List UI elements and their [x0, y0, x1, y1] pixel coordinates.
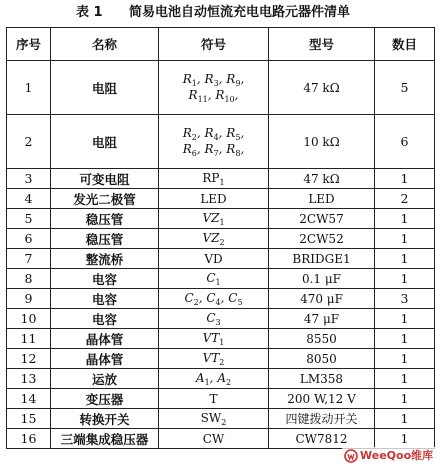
symbol-subscript: 11: [197, 94, 208, 104]
table-row: [7, 269, 435, 289]
cell-model: 470 μF: [269, 289, 375, 309]
table-row: [7, 309, 435, 329]
cell-symbol: [159, 409, 269, 429]
cell-symbol: $R_2$, $R_4$, $R_5$, $R_6$, $R_7$, $R_8$,: [159, 115, 269, 169]
weequoo-logo-icon: [344, 449, 358, 463]
cell-name: 发光二极管: [51, 189, 159, 209]
symbol-subscript: 3: [213, 78, 219, 88]
table-row: [7, 61, 435, 115]
symbol-subscript: 7: [213, 148, 219, 158]
cell-model: 2CW52: [269, 229, 375, 249]
symbol-subscript: 4: [213, 132, 219, 142]
cell-index: 4: [7, 189, 51, 209]
table-body: [7, 61, 435, 449]
cell-quantity: 6: [375, 115, 435, 169]
cell-name: 晶体管: [51, 329, 159, 349]
symbol-subscript: 4: [215, 297, 221, 307]
cell-name: 可变电阻: [51, 169, 159, 189]
symbol-base: R: [215, 87, 225, 102]
table-header-row: [7, 28, 435, 61]
cell-symbol: [159, 249, 269, 269]
symbol-base: VZ: [202, 230, 220, 245]
cell-quantity: 1: [375, 329, 435, 349]
cell-index: 9: [7, 289, 51, 309]
cell-model: 2CW57: [269, 209, 375, 229]
symbol-subscript: 2: [219, 357, 225, 367]
cell-symbol: [159, 169, 269, 189]
cell-model: 47 kΩ: [269, 169, 375, 189]
cell-quantity: 1: [375, 249, 435, 269]
cell-quantity: 1: [375, 389, 435, 409]
cell-index: 6: [7, 229, 51, 249]
symbol-subscript: 3: [215, 317, 221, 327]
symbol-subscript: 1: [219, 217, 225, 227]
cell-index: 12: [7, 349, 51, 369]
symbol-base: R: [226, 141, 236, 156]
cell-symbol: [159, 429, 269, 449]
cell-name: 电容: [51, 309, 159, 329]
cell-name: 晶体管: [51, 349, 159, 369]
cell-quantity: 1: [375, 349, 435, 369]
cell-name: 电阻: [51, 115, 159, 169]
cell-name: 三端集成稳压器: [51, 429, 159, 449]
table-row: [7, 209, 435, 229]
cell-name: 电容: [51, 269, 159, 289]
symbol-subscript: 9: [235, 78, 241, 88]
cell-model: LED: [269, 189, 375, 209]
cell-model: 8550: [269, 329, 375, 349]
caption-title: 简易电池自动恒流充电电路元器件清单: [129, 5, 351, 20]
cell-name: 整流桥: [51, 249, 159, 269]
symbol-base: VT: [202, 330, 220, 345]
cell-name: 稳压管: [51, 209, 159, 229]
cell-index: 15: [7, 409, 51, 429]
table-caption: [0, 3, 440, 23]
symbol-subscript: 1: [219, 177, 225, 187]
table-row: [7, 229, 435, 249]
table-row: [7, 169, 435, 189]
symbol-base: T: [209, 391, 218, 406]
cell-name: 稳压管: [51, 229, 159, 249]
symbol-base: R: [182, 141, 192, 156]
cell-index: 3: [7, 169, 51, 189]
symbol-base: LED: [200, 191, 227, 206]
cell-model: LM358: [269, 369, 375, 389]
symbol-subscript: 8: [235, 148, 241, 158]
symbol-subscript: 6: [191, 148, 197, 158]
symbol-base: VD: [204, 251, 223, 266]
symbol-base: C: [184, 290, 194, 305]
symbol-base: VT: [202, 350, 220, 365]
symbol-base: R: [188, 87, 198, 102]
cell-symbol: [159, 309, 269, 329]
cell-model: 200 W,12 V: [269, 389, 375, 409]
cell-quantity: 5: [375, 61, 435, 115]
symbol-base: R: [182, 125, 192, 140]
symbol-base: C: [206, 270, 216, 285]
symbol-base: R: [182, 71, 192, 86]
cell-quantity: 1: [375, 369, 435, 389]
cell-index: 14: [7, 389, 51, 409]
cell-index: 11: [7, 329, 51, 349]
symbol-base: R: [204, 125, 214, 140]
symbol-base: C: [206, 310, 216, 325]
table-row: [7, 369, 435, 389]
symbol-subscript: 1: [219, 337, 225, 347]
cell-quantity: 3: [375, 289, 435, 309]
cell-quantity: 1: [375, 229, 435, 249]
symbol-subscript: 2: [219, 237, 225, 247]
symbol-subscript: 2: [191, 132, 197, 142]
cell-quantity: 1: [375, 169, 435, 189]
cell-quantity: 1: [375, 409, 435, 429]
cell-name: 变压器: [51, 389, 159, 409]
table-row: [7, 329, 435, 349]
cell-model: CW7812: [269, 429, 375, 449]
cell-index: 5: [7, 209, 51, 229]
symbol-subscript: 5: [237, 297, 243, 307]
symbol-base: R: [226, 71, 236, 86]
header-index: 序号: [7, 28, 51, 61]
cell-symbol: [159, 329, 269, 349]
table-row: [7, 249, 435, 269]
cell-model: BRIDGE1: [269, 249, 375, 269]
cell-index: 8: [7, 269, 51, 289]
cell-index: 13: [7, 369, 51, 389]
table-row: [7, 189, 435, 209]
table-row: [7, 429, 435, 449]
symbol-base: R: [226, 125, 236, 140]
symbol-subscript: 2: [193, 297, 199, 307]
caption-label: 表 1: [76, 5, 103, 20]
symbol-base: CW: [202, 431, 225, 446]
cell-model: 47 μF: [269, 309, 375, 329]
cell-symbol: [159, 389, 269, 409]
header-model: 型号: [269, 28, 375, 61]
table-row: [7, 289, 435, 309]
symbol-base: C: [206, 290, 216, 305]
cell-model: 8050: [269, 349, 375, 369]
symbol-base: R: [204, 71, 214, 86]
cell-name: 电容: [51, 289, 159, 309]
cell-quantity: 2: [375, 189, 435, 209]
cell-index: 10: [7, 309, 51, 329]
cell-symbol: $R_1$, $R_3$, $R_9$, $R_{11}$, $R_{10}$,: [159, 61, 269, 115]
cell-index: 2: [7, 115, 51, 169]
symbol-subscript: 1: [191, 78, 197, 88]
cell-model: 10 kΩ: [269, 115, 375, 169]
symbol-base: R: [204, 141, 214, 156]
watermark: [342, 447, 438, 465]
table-row: [7, 115, 435, 169]
cell-index: 1: [7, 61, 51, 115]
table-row: [7, 409, 435, 429]
symbol-base: C: [228, 290, 238, 305]
cell-quantity: 1: [375, 269, 435, 289]
symbol-base: RP: [202, 170, 220, 185]
symbol-subscript: 5: [235, 132, 241, 142]
symbol-base: VZ: [202, 210, 220, 225]
watermark-text: WeeQoo维库: [360, 449, 434, 462]
symbol-subscript: 2: [225, 377, 232, 387]
cell-name: 运放: [51, 369, 159, 389]
cell-index: 16: [7, 429, 51, 449]
symbol-base: A: [195, 370, 205, 385]
header-symbol: 符号: [159, 28, 269, 61]
cell-symbol: [159, 229, 269, 249]
symbol-subscript: 1: [215, 277, 221, 287]
symbol-subscript: 1: [204, 377, 210, 387]
cell-model: 0.1 μF: [269, 269, 375, 289]
table-row: [7, 389, 435, 409]
cell-quantity: 1: [375, 309, 435, 329]
cell-index: 7: [7, 249, 51, 269]
cell-name: 转换开关: [51, 409, 159, 429]
symbol-base: A: [217, 370, 226, 385]
cell-model: 四键拨动开关: [269, 409, 375, 429]
cell-name: 电阻: [51, 61, 159, 115]
header-name: 名称: [51, 28, 159, 61]
cell-symbol: [159, 349, 269, 369]
cell-symbol: $A_1$, $A_2$: [159, 369, 269, 389]
cell-symbol: [159, 209, 269, 229]
symbol-subscript: 10: [224, 94, 235, 104]
symbol-base: SW: [200, 410, 222, 425]
symbol-subscript: 2: [221, 417, 227, 427]
component-list-table: [6, 27, 435, 449]
cell-symbol: $C_2$, $C_4$, $C_5$: [159, 289, 269, 309]
cell-symbol: [159, 189, 269, 209]
cell-symbol: [159, 269, 269, 289]
header-quantity: 数目: [375, 28, 435, 61]
table-row: [7, 349, 435, 369]
cell-model: 47 kΩ: [269, 61, 375, 115]
cell-quantity: 1: [375, 429, 435, 449]
cell-quantity: 1: [375, 209, 435, 229]
